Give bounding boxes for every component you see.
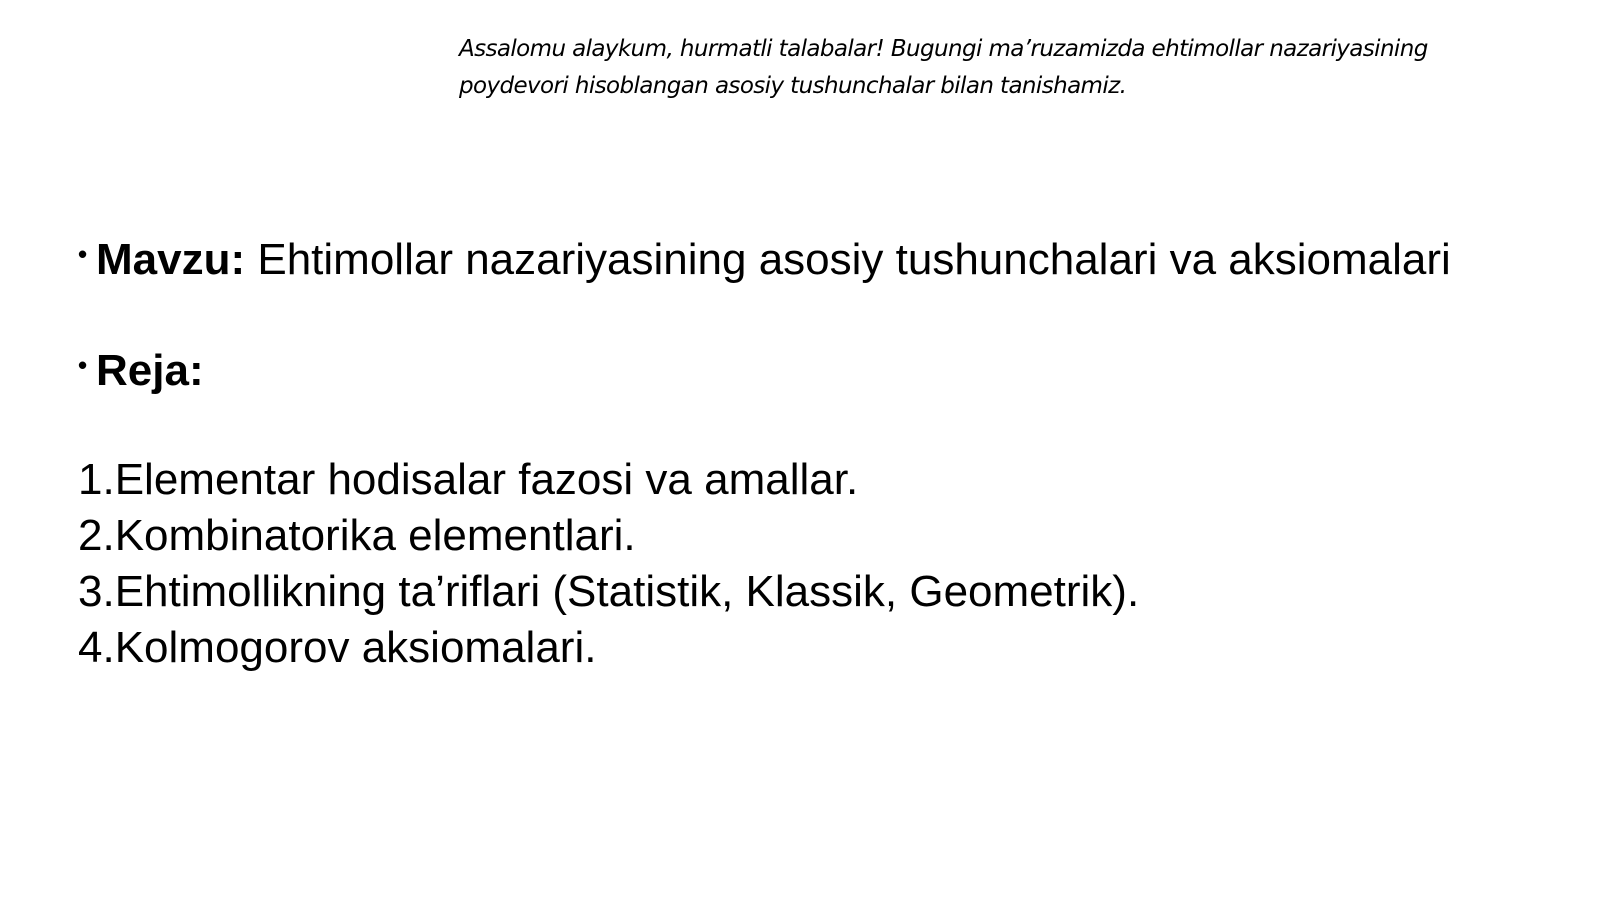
plan-item: 1.Elementar hodisalar fazosi va amallar. [78,455,859,504]
plan-list [78,452,1578,676]
plan-item: 3.Ehtimollikning ta’riflari (Statistik, Klassik, Geometrik). [78,567,1140,616]
intro-note [459,31,1584,105]
plan-item: 2.Kombinatorika elementlari. [78,511,636,560]
plan-bullet [78,341,1578,401]
topic-text [96,230,1451,290]
bullet-icon: • [78,239,88,269]
intro-note-line-2: poydevori hisoblangan asosiy tushunchalar bilan tanishamiz. [459,73,1127,99]
plan-label: Reja: [96,346,204,395]
slide-content [78,230,1578,672]
bullet-icon: • [78,350,88,380]
topic-bullet [78,230,1578,290]
topic-title: Ehtimollar nazariyasining asosiy tushunchalari va aksiomalari [245,235,1451,284]
intro-note-line-1: Assalomu alaykum, hurmatli talabalar! Bugungi ma’ruzamizda ehtimollar nazariyasining [459,36,1428,62]
topic-label: Mavzu: [96,235,246,284]
plan-item: 4.Kolmogorov aksiomalari. [78,623,597,672]
